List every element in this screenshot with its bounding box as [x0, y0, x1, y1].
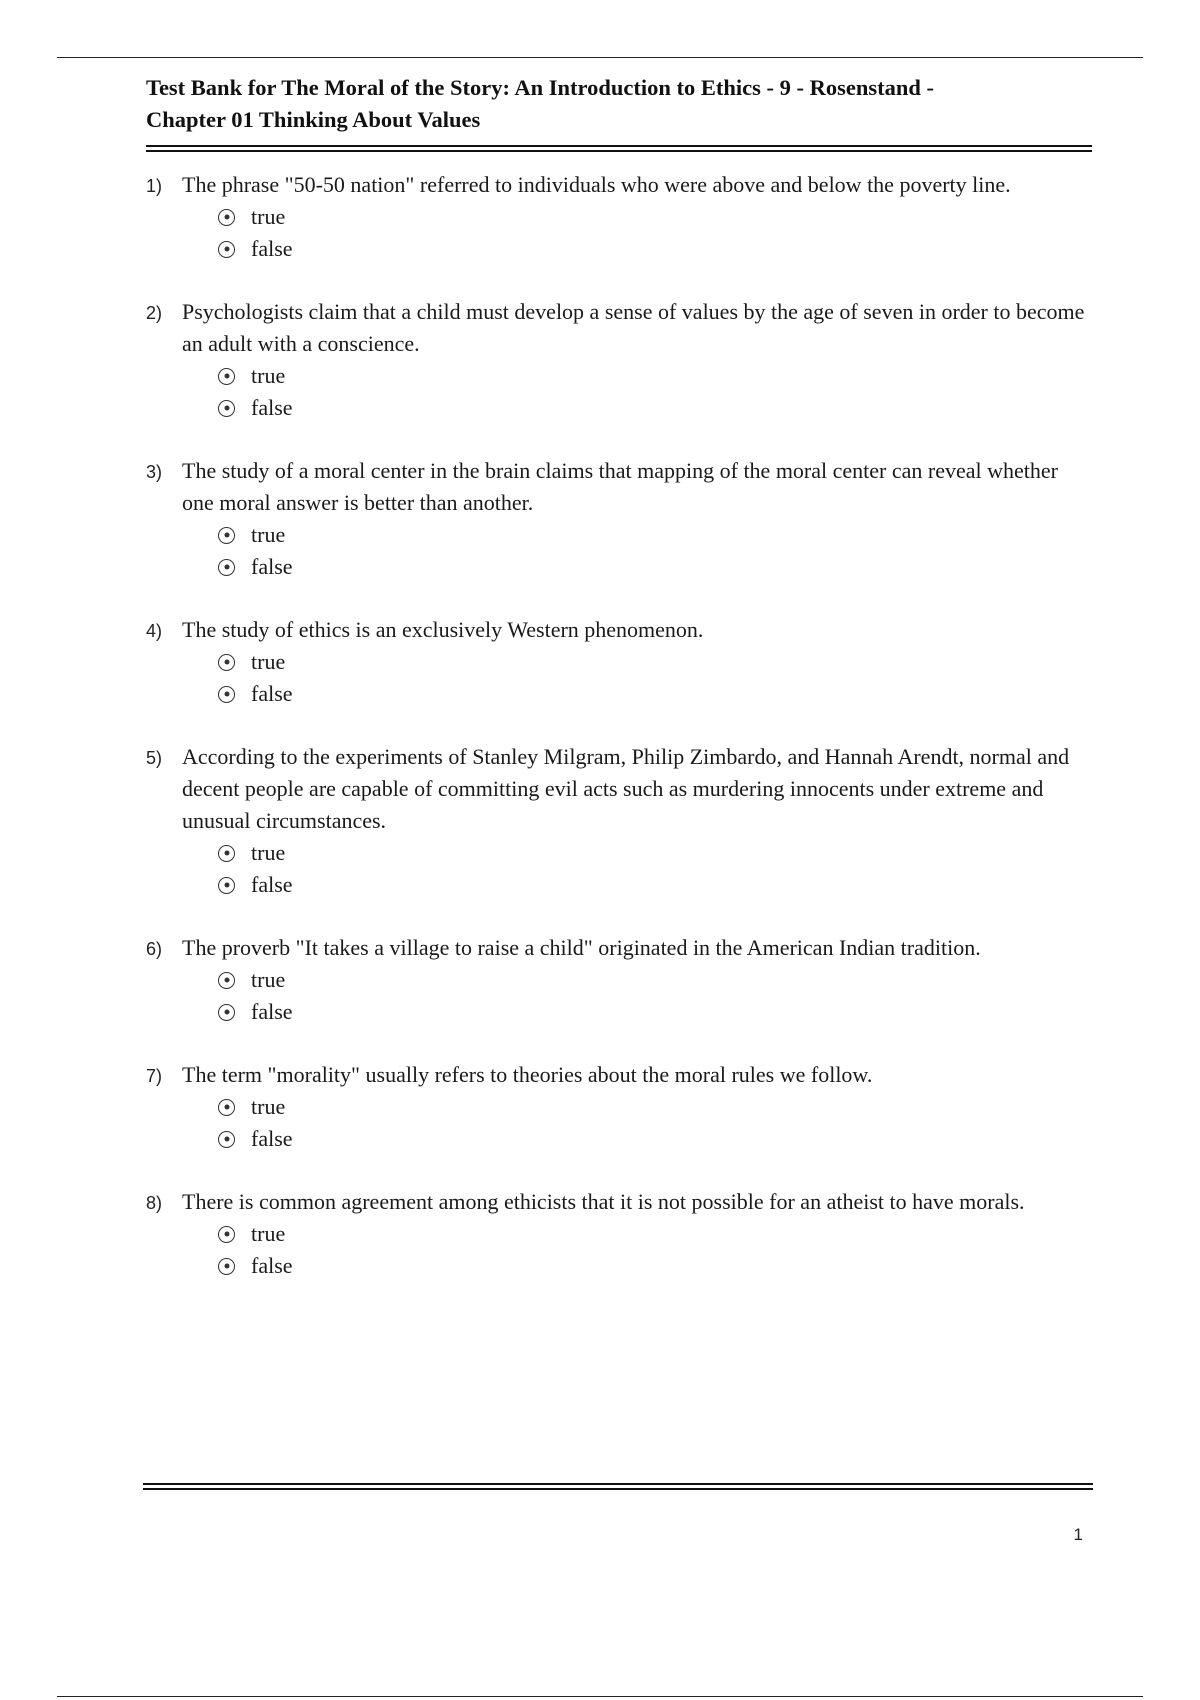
answer-options [182, 646, 1092, 710]
option-true[interactable] [218, 201, 1092, 233]
header-divider [146, 145, 1092, 147]
option-false[interactable] [218, 678, 1092, 710]
radio-icon[interactable] [218, 527, 235, 544]
option-label: true [251, 522, 286, 547]
radio-icon[interactable] [218, 209, 235, 226]
radio-icon[interactable] [218, 1099, 235, 1116]
option-label: true [251, 967, 286, 992]
option-label: true [251, 1221, 286, 1246]
option-label: false [251, 395, 293, 420]
radio-icon[interactable] [218, 559, 235, 576]
title-line-1: Test Bank for The Moral of the Story: An Introduction to Ethics - 9 - Rosenstand - [146, 75, 934, 100]
option-true[interactable] [218, 1218, 1092, 1250]
question-number: 1) [146, 176, 163, 196]
radio-icon[interactable] [218, 241, 235, 258]
option-label: false [251, 1253, 293, 1278]
footer-divider [143, 1483, 1093, 1485]
radio-icon[interactable] [218, 1226, 235, 1243]
document-title [146, 72, 1092, 136]
answer-options [182, 964, 1092, 1028]
option-label: false [251, 236, 293, 261]
option-true[interactable] [218, 519, 1092, 551]
option-true[interactable] [218, 1091, 1092, 1123]
question-number: 3) [146, 462, 163, 482]
question-number: 2) [146, 303, 163, 323]
question-number: 4) [146, 621, 163, 641]
radio-icon[interactable] [218, 1004, 235, 1021]
radio-icon[interactable] [218, 877, 235, 894]
option-false[interactable] [218, 392, 1092, 424]
option-label: true [251, 1094, 286, 1119]
question-6 [146, 932, 1092, 1028]
option-label: true [251, 840, 286, 865]
radio-icon[interactable] [218, 1258, 235, 1275]
radio-icon[interactable] [218, 845, 235, 862]
question-number: 6) [146, 939, 163, 959]
question-2 [146, 296, 1092, 424]
option-false[interactable] [218, 1250, 1092, 1282]
question-1 [146, 169, 1092, 265]
option-false[interactable] [218, 233, 1092, 265]
document-body [146, 72, 1092, 1313]
radio-icon[interactable] [218, 972, 235, 989]
option-true[interactable] [218, 837, 1092, 869]
option-label: true [251, 204, 286, 229]
question-7 [146, 1059, 1092, 1155]
question-3 [146, 455, 1092, 583]
question-4 [146, 614, 1092, 710]
question-text: The phrase "50-50 nation" referred to individuals who were above and below the poverty line. [182, 172, 1011, 197]
option-false[interactable] [218, 1123, 1092, 1155]
question-text: The proverb "It takes a village to raise a child" originated in the American Indian tradition. [182, 935, 981, 960]
radio-icon[interactable] [218, 368, 235, 385]
radio-icon[interactable] [218, 686, 235, 703]
question-text: Psychologists claim that a child must develop a sense of values by the age of seven in order to become an adult with a conscience. [182, 299, 1085, 356]
option-false[interactable] [218, 551, 1092, 583]
option-label: false [251, 872, 293, 897]
question-text: There is common agreement among ethicists that it is not possible for an atheist to have morals. [182, 1189, 1025, 1214]
option-true[interactable] [218, 360, 1092, 392]
question-number: 8) [146, 1193, 163, 1213]
option-false[interactable] [218, 996, 1092, 1028]
title-line-2: Chapter 01 Thinking About Values [146, 107, 481, 132]
answer-options [182, 1218, 1092, 1282]
radio-icon[interactable] [218, 1131, 235, 1148]
radio-icon[interactable] [218, 654, 235, 671]
question-5 [146, 741, 1092, 901]
page-bottom-border [57, 1696, 1143, 1697]
option-label: true [251, 649, 286, 674]
question-text: The study of ethics is an exclusively Western phenomenon. [182, 617, 704, 642]
option-label: true [251, 363, 286, 388]
question-number: 7) [146, 1066, 163, 1086]
option-true[interactable] [218, 646, 1092, 678]
option-false[interactable] [218, 869, 1092, 901]
answer-options [182, 360, 1092, 424]
question-number: 5) [146, 748, 163, 768]
option-label: false [251, 554, 293, 579]
answer-options [182, 519, 1092, 583]
option-label: false [251, 681, 293, 706]
question-list [146, 169, 1092, 1282]
option-label: false [251, 999, 293, 1024]
answer-options [182, 1091, 1092, 1155]
answer-options [182, 837, 1092, 901]
question-text: The study of a moral center in the brain claims that mapping of the moral center can reveal whether one moral answer is better than another. [182, 458, 1058, 515]
radio-icon[interactable] [218, 400, 235, 417]
question-text: According to the experiments of Stanley Milgram, Philip Zimbardo, and Hannah Arendt, normal and decent people are capable of committing evil acts such as murdering innocents under extreme and unusual circumstances. [182, 744, 1070, 833]
page-number: 1 [1073, 1525, 1083, 1544]
question-text: The term "morality" usually refers to theories about the moral rules we follow. [182, 1062, 873, 1087]
option-label: false [251, 1126, 293, 1151]
option-true[interactable] [218, 964, 1092, 996]
answer-options [182, 201, 1092, 265]
question-8 [146, 1186, 1092, 1282]
page-top-border [57, 57, 1143, 58]
